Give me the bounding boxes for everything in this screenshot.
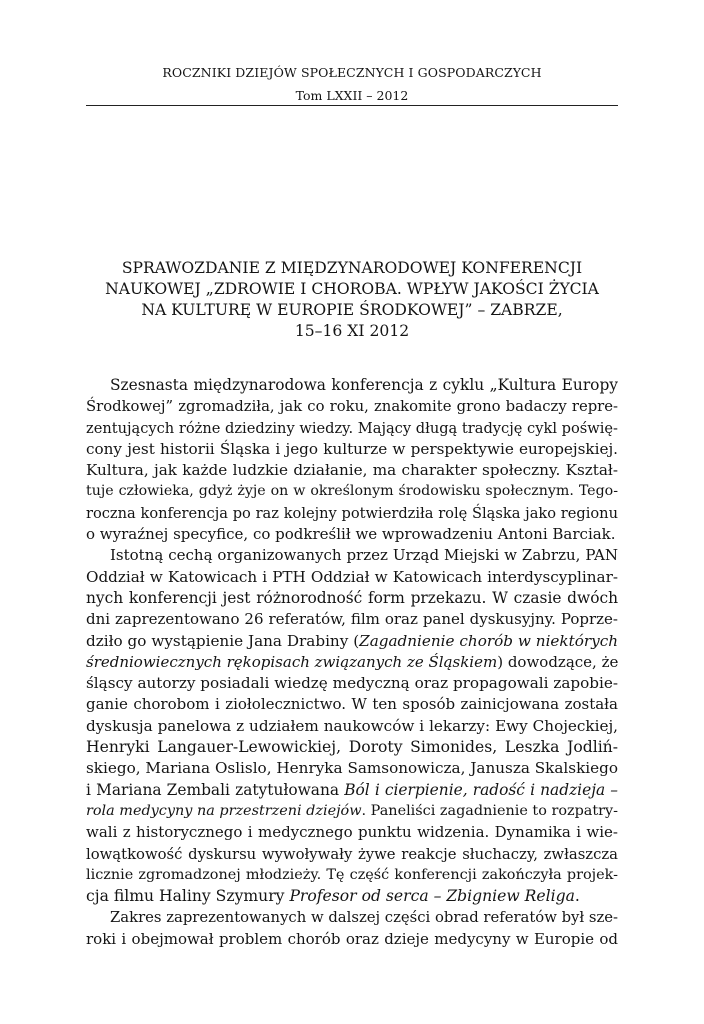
text-line: ganie chorobom i ziołolecznictwo. W ten sposób zainicjowana została xyxy=(86,695,618,714)
title-line: NAUKOWEJ „ZDROWIE I CHOROBA. WPŁYW JAKOŚCI ŻYCIA xyxy=(105,280,599,298)
text-line: wali z historycznego i medycznego punktu widzenia. Dynamika i wie- xyxy=(86,823,618,842)
text-line: roczna konferencja po raz kolejny potwierdziła rolę Śląska jako regionu xyxy=(86,504,618,522)
text-line: Henryki Langauer-Lewowickiej, Doroty Simonides, Leszka Jodliń- xyxy=(86,738,618,757)
header-rule xyxy=(86,105,618,106)
title-line: NA KULTURĘ W EUROPIE ŚRODKOWEJ” – ZABRZE, xyxy=(141,301,563,319)
text-line: Szesnasta międzynarodowa konferencja z cyklu „Kultura Europy xyxy=(110,376,618,394)
text-line: Istotną cechą organizowanych przez Urząd Miejski w Zabrzu, PAN xyxy=(110,546,618,565)
text-line: nych konferencji jest różnorodność form przekazu. W czasie dwóch xyxy=(86,588,618,607)
text-line: zentujących różne dziedziny wiedzy. Mający długą tradycję cykl poświę- xyxy=(86,419,618,437)
text-segment: cja filmu Haliny Szymury xyxy=(86,887,290,906)
text-line: licznie zgromadzonej młodzieży. Tę część konferencji zakończyła projek- xyxy=(86,866,618,883)
text-line: Kultura, jak każde ludzkie działanie, ma charakter społeczny. Kształ- xyxy=(86,461,618,480)
text-line: skiego, Mariana Oslislo, Henryka Samsonowicza, Janusza Skalskiego xyxy=(86,759,618,778)
journal-name: ROCZNIKI DZIEJÓW SPOŁECZNYCH I GOSPODARCZYCH xyxy=(162,65,542,80)
title-line: SPRAWOZDANIE Z MIĘDZYNARODOWEJ KONFERENCJI xyxy=(121,259,583,277)
text-line: o wyraźnej specyfice, co podkreślił we wprowadzeniu Antoni Barciak. xyxy=(86,525,616,544)
italic-title: średniowiecznych rękopisach związanych ze Śląskiem xyxy=(86,652,498,671)
text-line: Zakres zaprezentowanych w dalszej części obrad referatów był sze- xyxy=(110,909,619,927)
text-line xyxy=(86,780,618,801)
italic-title: Profesor od serca – Zbigniew Religa xyxy=(289,887,575,906)
text-line: lowątkowość dyskursu wywoływały żywe reakcje słuchaczy, zwłaszcza xyxy=(86,845,618,863)
article-body xyxy=(86,375,618,950)
text-line: cony jest historii Śląska i jego kulturze w perspektywie europejskiej. xyxy=(86,439,618,458)
title-line: 15–16 XI 2012 xyxy=(294,322,410,340)
running-head xyxy=(86,64,618,105)
text-segment: ) dowodzące, że xyxy=(497,652,619,671)
italic-title: Zagadnienie chorób w niektórych xyxy=(359,631,618,650)
text-line: Oddział w Katowicach i PTH Oddział w Katowicach interdyscyplinar- xyxy=(86,567,618,586)
text-line: dyskusja panelowa z udziałem naukowców i lekarzy: Ewy Chojeckiej, xyxy=(86,716,618,735)
text-line: dni zaprezentowano 26 referatów, film oraz panel dyskusyjny. Poprze- xyxy=(86,610,618,629)
text-segment: i Mariana Zembali zatytułowana xyxy=(86,780,345,799)
article-title xyxy=(90,258,614,342)
volume-info: Tom LXXII – 2012 xyxy=(295,88,409,103)
text-line: tuje człowieka, gdyż żyje on w określonym środowisku społecznym. Tego- xyxy=(86,483,618,500)
text-line: śląscy autorzy posiadali wiedzę medyczną oraz propagowali zapobie- xyxy=(86,674,618,693)
text-line xyxy=(86,801,618,822)
text-segment: . Paneliści zagadnienie to rozpatry- xyxy=(361,802,619,819)
text-line xyxy=(86,631,618,652)
text-segment: . xyxy=(574,887,580,906)
italic-title: rola medycyny na przestrzeni dziejów xyxy=(86,802,362,819)
italic-title: Ból i cierpienie, radość i nadzieja – xyxy=(344,780,618,799)
text-line: roki i obejmował problem chorób oraz dzieje medycyny w Europie od xyxy=(86,929,618,948)
text-segment: dziło go wystąpienie Jana Drabiny ( xyxy=(86,631,360,650)
text-line xyxy=(86,652,618,673)
text-line xyxy=(86,886,618,907)
text-line: Środkowej” zgromadziła, jak co roku, znakomite grono badaczy repre- xyxy=(86,398,618,416)
